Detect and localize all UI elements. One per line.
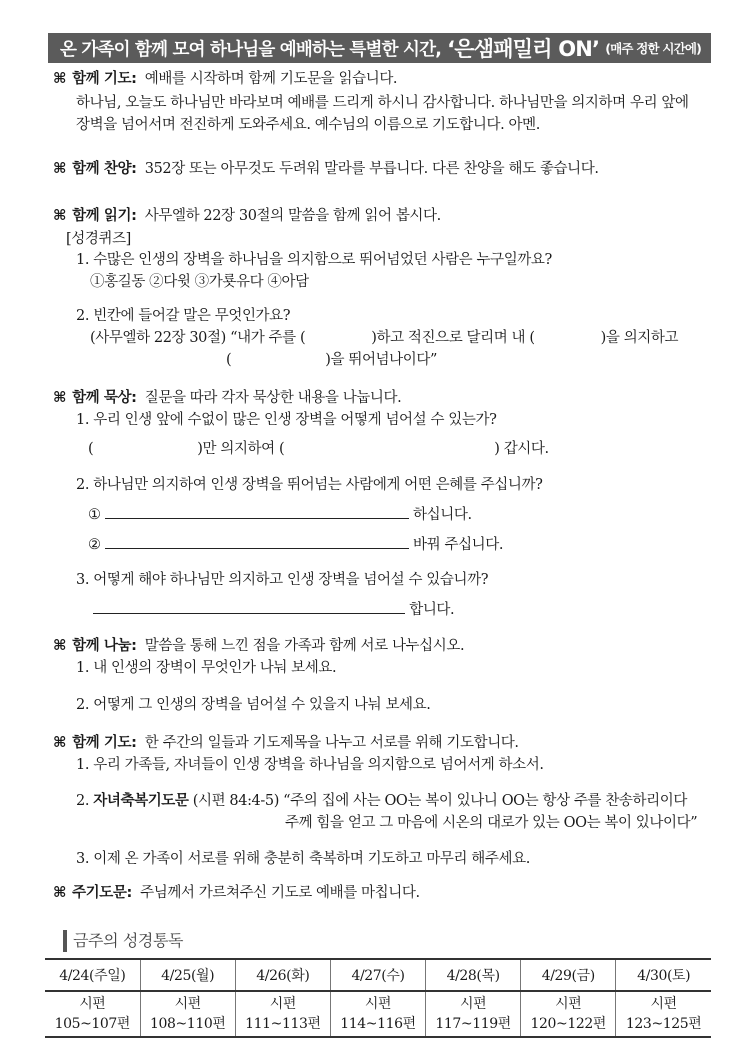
book-name: 시편 — [174, 996, 201, 1012]
banner-note: (매주 정한 시간에) — [605, 41, 702, 56]
blessing-verse: (시편 84:4-5) “주의 집에 사는 OO는 복이 있나니 OO는 항상 주를 찬송하리이다 — [192, 793, 687, 809]
prayer1-line1: 하나님, 오늘도 하나님만 바라보며 예배를 드리게 하시니 감사합니다. 하나님만을 의지하며 우리 앞에 — [76, 95, 689, 111]
reading-cell — [521, 991, 616, 1037]
blank-line — [105, 504, 409, 519]
verse-line2-end: )을 뛰어넘나이다” — [325, 352, 437, 368]
reading-cell — [426, 991, 521, 1037]
blank-line — [93, 599, 405, 614]
prayer1-title: 함께 기도: — [72, 71, 137, 87]
banner-main-text: 온 가족이 함께 모여 하나님을 예배하는 특별한 시간, — [60, 39, 442, 60]
quiz-question-2: 2. 빈칸에 들어갈 말은 무엇인가요? — [76, 308, 291, 324]
answer-mid: )만 의지하여 ( — [197, 441, 285, 457]
prayer1-desc: 예배를 시작하며 함께 기도문을 읽습니다. — [144, 71, 398, 87]
reading-cell — [616, 991, 711, 1037]
reading-cell — [330, 991, 425, 1037]
sharing-item-2: 2. 어떻게 그 인생의 장벽을 넘어설 수 있을지 나눠 보세요. — [76, 697, 431, 713]
meditation-question-3: 3. 어떻게 해야 하나님만 의지하고 인생 장벽을 넘어설 수 있습니까? — [76, 572, 489, 588]
date-cell: 4/29(금) — [521, 959, 616, 991]
chapter-range: 123~125편 — [625, 1016, 702, 1032]
lords-prayer-title: 주기도문: — [72, 885, 132, 901]
command-mark-icon: ⌘ — [53, 71, 67, 87]
answer-number: ② — [88, 537, 101, 553]
reading-header — [53, 204, 441, 225]
meditation-question-1: 1. 우리 인생 앞에 수없이 많은 인생 장벽을 어떻게 넘어설 수 있는가? — [76, 412, 497, 428]
answer-number: ① — [88, 507, 101, 523]
meditation-q2-answer-b — [88, 533, 503, 554]
quiz-q2-verse-line2 — [226, 348, 437, 369]
paren-open: ( — [88, 441, 94, 457]
date-cell: 4/28(목) — [426, 959, 521, 991]
reading-cell — [140, 991, 235, 1037]
sharing-item-1: 1. 내 인생의 장벽이 무엇인가 나눠 보세요. — [76, 660, 337, 676]
weekly-reading-table — [45, 958, 711, 1038]
answer-end: 하십니다. — [413, 507, 472, 523]
prayer1-line2: 장벽을 넘어서며 전진하게 도와주세요. 예수님의 이름으로 기도합니다. 아멘. — [76, 117, 540, 133]
reading-desc: 사무엘하 22장 30절의 말씀을 함께 읽어 봅시다. — [144, 208, 441, 224]
book-name: 시편 — [269, 996, 296, 1012]
meditation-title: 함께 묵상: — [72, 390, 137, 406]
quiz-question-1: 1. 수많은 인생의 장벽을 하나님을 의지함으로 뛰어넘었던 사람은 누구일까요? — [76, 252, 552, 268]
book-name: 시편 — [460, 996, 487, 1012]
praise-title: 함께 찬양: — [72, 161, 137, 177]
chapter-range: 120~122편 — [530, 1016, 607, 1032]
chapter-range: 117~119편 — [435, 1016, 511, 1032]
prayer1-header — [53, 67, 397, 88]
prayer2-item-2 — [76, 789, 687, 810]
prayer2-item-2-line2: 주께 힘을 얻고 그 마음에 시온의 대로가 있는 OO는 복이 있나이다” — [285, 815, 698, 831]
prayer2-title: 함께 기도: — [72, 735, 137, 751]
date-cell: 4/27(수) — [330, 959, 425, 991]
reading-cell — [45, 991, 140, 1037]
quiz-options: ①홍길동 ②다윗 ③가룟유다 ④아담 — [90, 274, 309, 290]
command-mark-icon: ⌘ — [53, 638, 67, 654]
verse-ref: (사무엘하 22장 30절) “내가 주를 ( — [90, 330, 306, 346]
command-mark-icon: ⌘ — [53, 390, 67, 406]
chapter-range: 108~110편 — [149, 1016, 226, 1032]
date-cell: 4/30(토) — [616, 959, 711, 991]
meditation-header — [53, 386, 401, 407]
prayer2-item-1: 1. 우리 가족들, 자녀들이 인생 장벽을 하나님을 의지함으로 넘어서게 하소서. — [76, 757, 544, 773]
verse-line2-open: ( — [226, 352, 232, 368]
answer-end: ) 갑시다. — [494, 441, 549, 457]
title-banner — [48, 33, 711, 63]
answer-end: 바꿔 주십니다. — [413, 537, 504, 553]
weekly-reading-title: 금주의 성경통독 — [63, 930, 183, 952]
command-mark-icon: ⌘ — [53, 735, 67, 751]
item-number: 2. — [76, 793, 90, 809]
meditation-desc: 질문을 따라 각자 묵상한 내용을 나눕니다. — [144, 390, 402, 406]
chapter-range: 111~113편 — [245, 1016, 321, 1032]
chapter-range: 114~116편 — [340, 1016, 416, 1032]
book-name: 시편 — [555, 996, 582, 1012]
prayer2-header — [53, 731, 519, 752]
book-name: 시편 — [650, 996, 677, 1012]
quiz-q2-verse-line1 — [90, 326, 678, 347]
command-mark-icon: ⌘ — [53, 208, 67, 224]
table-header-row — [45, 959, 711, 991]
sharing-header — [53, 634, 464, 655]
praise-header — [53, 157, 599, 178]
command-mark-icon: ⌘ — [53, 161, 67, 177]
book-name: 시편 — [364, 996, 392, 1012]
answer-end: 합니다. — [409, 602, 455, 618]
meditation-question-2: 2. 하나님만 의지하여 인생 장벽을 뛰어넘는 사람에게 어떤 은혜를 주십니까? — [76, 477, 543, 493]
sharing-title: 함께 나눔: — [72, 638, 137, 654]
chapter-range: 105~107편 — [54, 1016, 131, 1032]
lords-prayer-desc: 주님께서 가르쳐주신 기도로 예배를 마칩니다. — [140, 885, 420, 901]
reading-cell — [235, 991, 330, 1037]
command-mark-icon: ⌘ — [53, 885, 67, 901]
praise-desc: 352장 또는 아무것도 두려워 말라를 부릅니다. 다른 찬양을 해도 좋습니다. — [144, 161, 599, 177]
date-cell: 4/24(주일) — [45, 959, 140, 991]
meditation-q2-answer-a — [88, 503, 472, 524]
child-blessing-label: 자녀축복기도문 — [93, 793, 189, 809]
meditation-q1-answer — [88, 437, 549, 458]
sharing-desc: 말씀을 통해 느낀 점을 가족과 함께 서로 나누십시오. — [144, 638, 465, 654]
verse-mid: )하고 적진으로 달리며 내 ( — [371, 330, 535, 346]
prayer2-desc: 한 주간의 일들과 기도제목을 나누고 서로를 위해 기도합니다. — [144, 735, 519, 751]
lords-prayer-header — [53, 881, 420, 902]
date-cell: 4/25(월) — [140, 959, 235, 991]
verse-end: )을 의지하고 — [600, 330, 679, 346]
quiz-label: [성경퀴즈] — [66, 231, 131, 247]
prayer2-item-3: 3. 이제 온 가족이 서로를 위해 충분히 축복하며 기도하고 마무리 해주세요. — [76, 851, 530, 867]
meditation-q3-answer — [93, 598, 454, 619]
table-row — [45, 991, 711, 1037]
date-cell: 4/26(화) — [235, 959, 330, 991]
banner-brand: ‘은샘패밀리 ON’ — [447, 37, 600, 61]
blank-line — [105, 534, 409, 549]
reading-title: 함께 읽기: — [72, 208, 137, 224]
book-name: 시편 — [79, 996, 106, 1012]
